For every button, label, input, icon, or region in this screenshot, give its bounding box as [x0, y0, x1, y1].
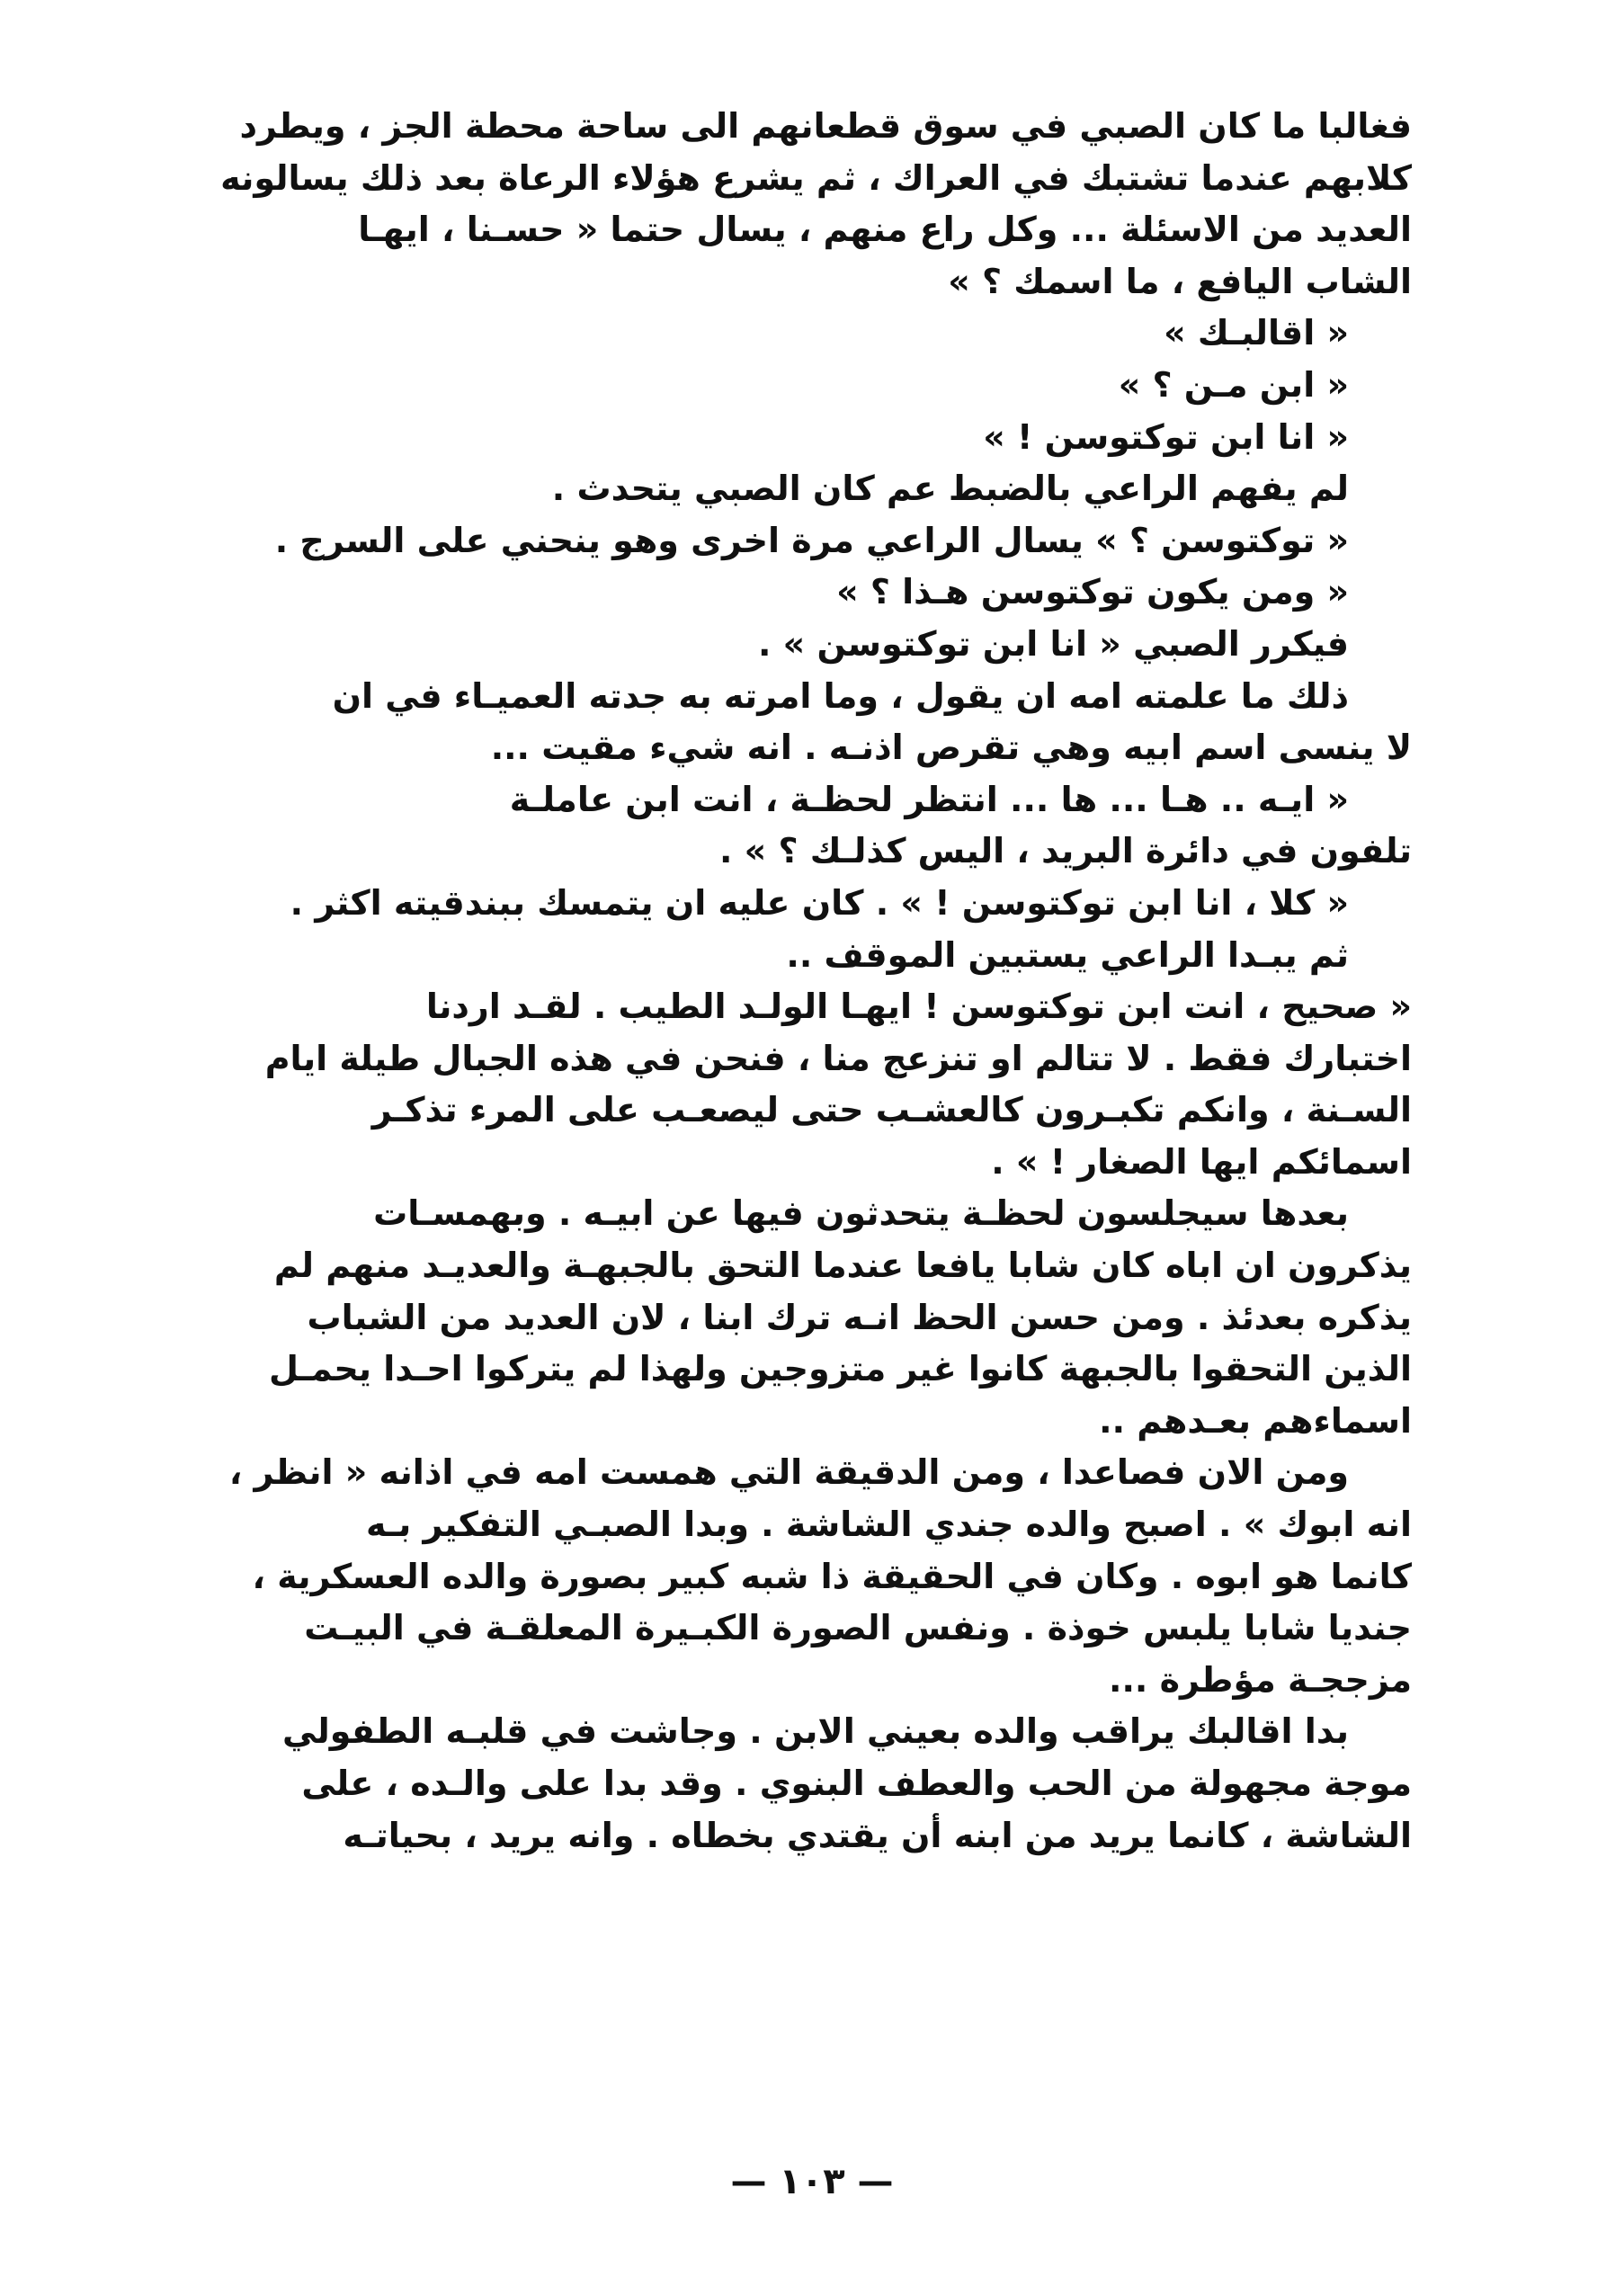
text-line: الشاب اليافع ، ما اسمك ؟ » [948, 261, 1412, 301]
text-line: الذين التحقوا بالجبهة كانوا غير متزوجين ولهذا لم يتركوا احـدا يحمـل [268, 1349, 1412, 1389]
text-line: تلفون في دائرة البريد ، اليس كذلـك ؟ » . [719, 831, 1412, 871]
text-line: يذكره بعدئذ . ومن حسن الحظ انـه ترك ابنا ، لان العديد من الشباب [307, 1297, 1412, 1337]
text-line: فيكرر الصبي « انا ابن توكتوسن » . [758, 623, 1349, 664]
text-line: اسماءهم بعـدهم .. [1099, 1400, 1412, 1441]
dialogue-line: « اقالبـك » [1164, 313, 1349, 353]
text-line: كانما هو ابوه . وكان في الحقيقة ذا شبه كبير بصورة والده العسكرية ، [252, 1556, 1412, 1596]
dialogue-line: « صحيح ، انت ابن توكتوسن ! ايهـا الولـد الطيب . لقـد اردنا [425, 987, 1412, 1027]
text-line: ثم يبـدا الراعي يستبين الموقف .. [786, 934, 1349, 975]
dialogue-line: « توكتوسن ؟ » يسال الراعي مرة اخرى وهو ينحني على السرج . [274, 520, 1349, 560]
text-line: موجة مجهولة من الحب والعطف البنوي . وقد بدا على والـده ، على [301, 1764, 1412, 1803]
text-line: الشاشة ، كانما يريد من ابنه أن يقتدي بخطاه . وانه يريد ، بحياتـه [343, 1815, 1412, 1855]
text-line: بعدها سيجلسون لحظـة يتحدثون فيها عن ابيـه . وبهمسـات [373, 1193, 1349, 1234]
text-line: جنديا شابا يلبس خوذة . ونفس الصورة الكبـيرة المعلقـة في البيـت [304, 1608, 1412, 1648]
dialogue-line: « ومن يكون توكتوسن هـذا ؟ » [836, 572, 1349, 612]
text-line: بدا اقالبك يراقب والده بعيني الابن . وجاشت في قلبـه الطفولي [282, 1711, 1349, 1752]
text-line: لا ينسى اسم ابيه وهي تقرص اذنـه . انه شيء مقيت ... [490, 728, 1412, 768]
text-line: ومن الان فصاعدا ، ومن الدقيقة التي همست امه في اذانه « انظر ، [228, 1452, 1349, 1493]
text-line: العديد من الاسئلة ... وكل راع منهم ، يسال حتما « حسـنا ، ايهـا [358, 210, 1412, 250]
text-line: يذكرون ان اباه كان شابا يافعا عندما التحق بالجبهـة والعديـد منهم لم [273, 1246, 1412, 1286]
body-text [216, 101, 1412, 1862]
page-number: — ١٠٣ — [730, 2161, 894, 2202]
text-line: لم يفهم الراعي بالضبط عم كان الصبي يتحدث . [551, 469, 1349, 509]
text-line: ذلك ما علمته امه ان يقول ، وما امرته به جدته العميـاء في ان [332, 675, 1349, 716]
text-line: اسمائكم ايها الصغار ! » . [991, 1141, 1412, 1182]
text-line: كلابهم عندما تشتبك في العراك ، ثم يشرع هؤلاء الرعاة بعد ذلك يسالونه [220, 157, 1412, 198]
text-line: فغالبا ما كان الصبي في سوق قطعانهم الى ساحة محطة الجز ، ويطرد [239, 106, 1412, 146]
text-line: اختبارك فقط . لا تتالم او تنزعج منا ، فنحن في هذه الجبال طيلة ايام [264, 1038, 1412, 1078]
text-line: انه ابوك » . اصبح والده جندي الشاشة . وبدا الصبـي التفكير بـه [366, 1505, 1412, 1545]
dialogue-line: « ابن مـن ؟ » [1118, 364, 1349, 405]
dialogue-line: « ايـه .. هـا ... ها ... انتظر لحظـة ، انت ابن عاملـة [509, 779, 1349, 819]
text-line: السـنة ، وانكم تكبـرون كالعشـب حتى ليصعـب على المرء تذكـر [371, 1090, 1412, 1130]
text-line: مزججـة مؤطرة ... [1109, 1659, 1412, 1700]
dialogue-line: « انا ابن توكتوسن ! » [983, 416, 1349, 457]
dialogue-line: « كلا ، انا ابن توكتوسن ! » . كان عليه ان يتمسك ببندقيته اكثر . [290, 882, 1349, 923]
